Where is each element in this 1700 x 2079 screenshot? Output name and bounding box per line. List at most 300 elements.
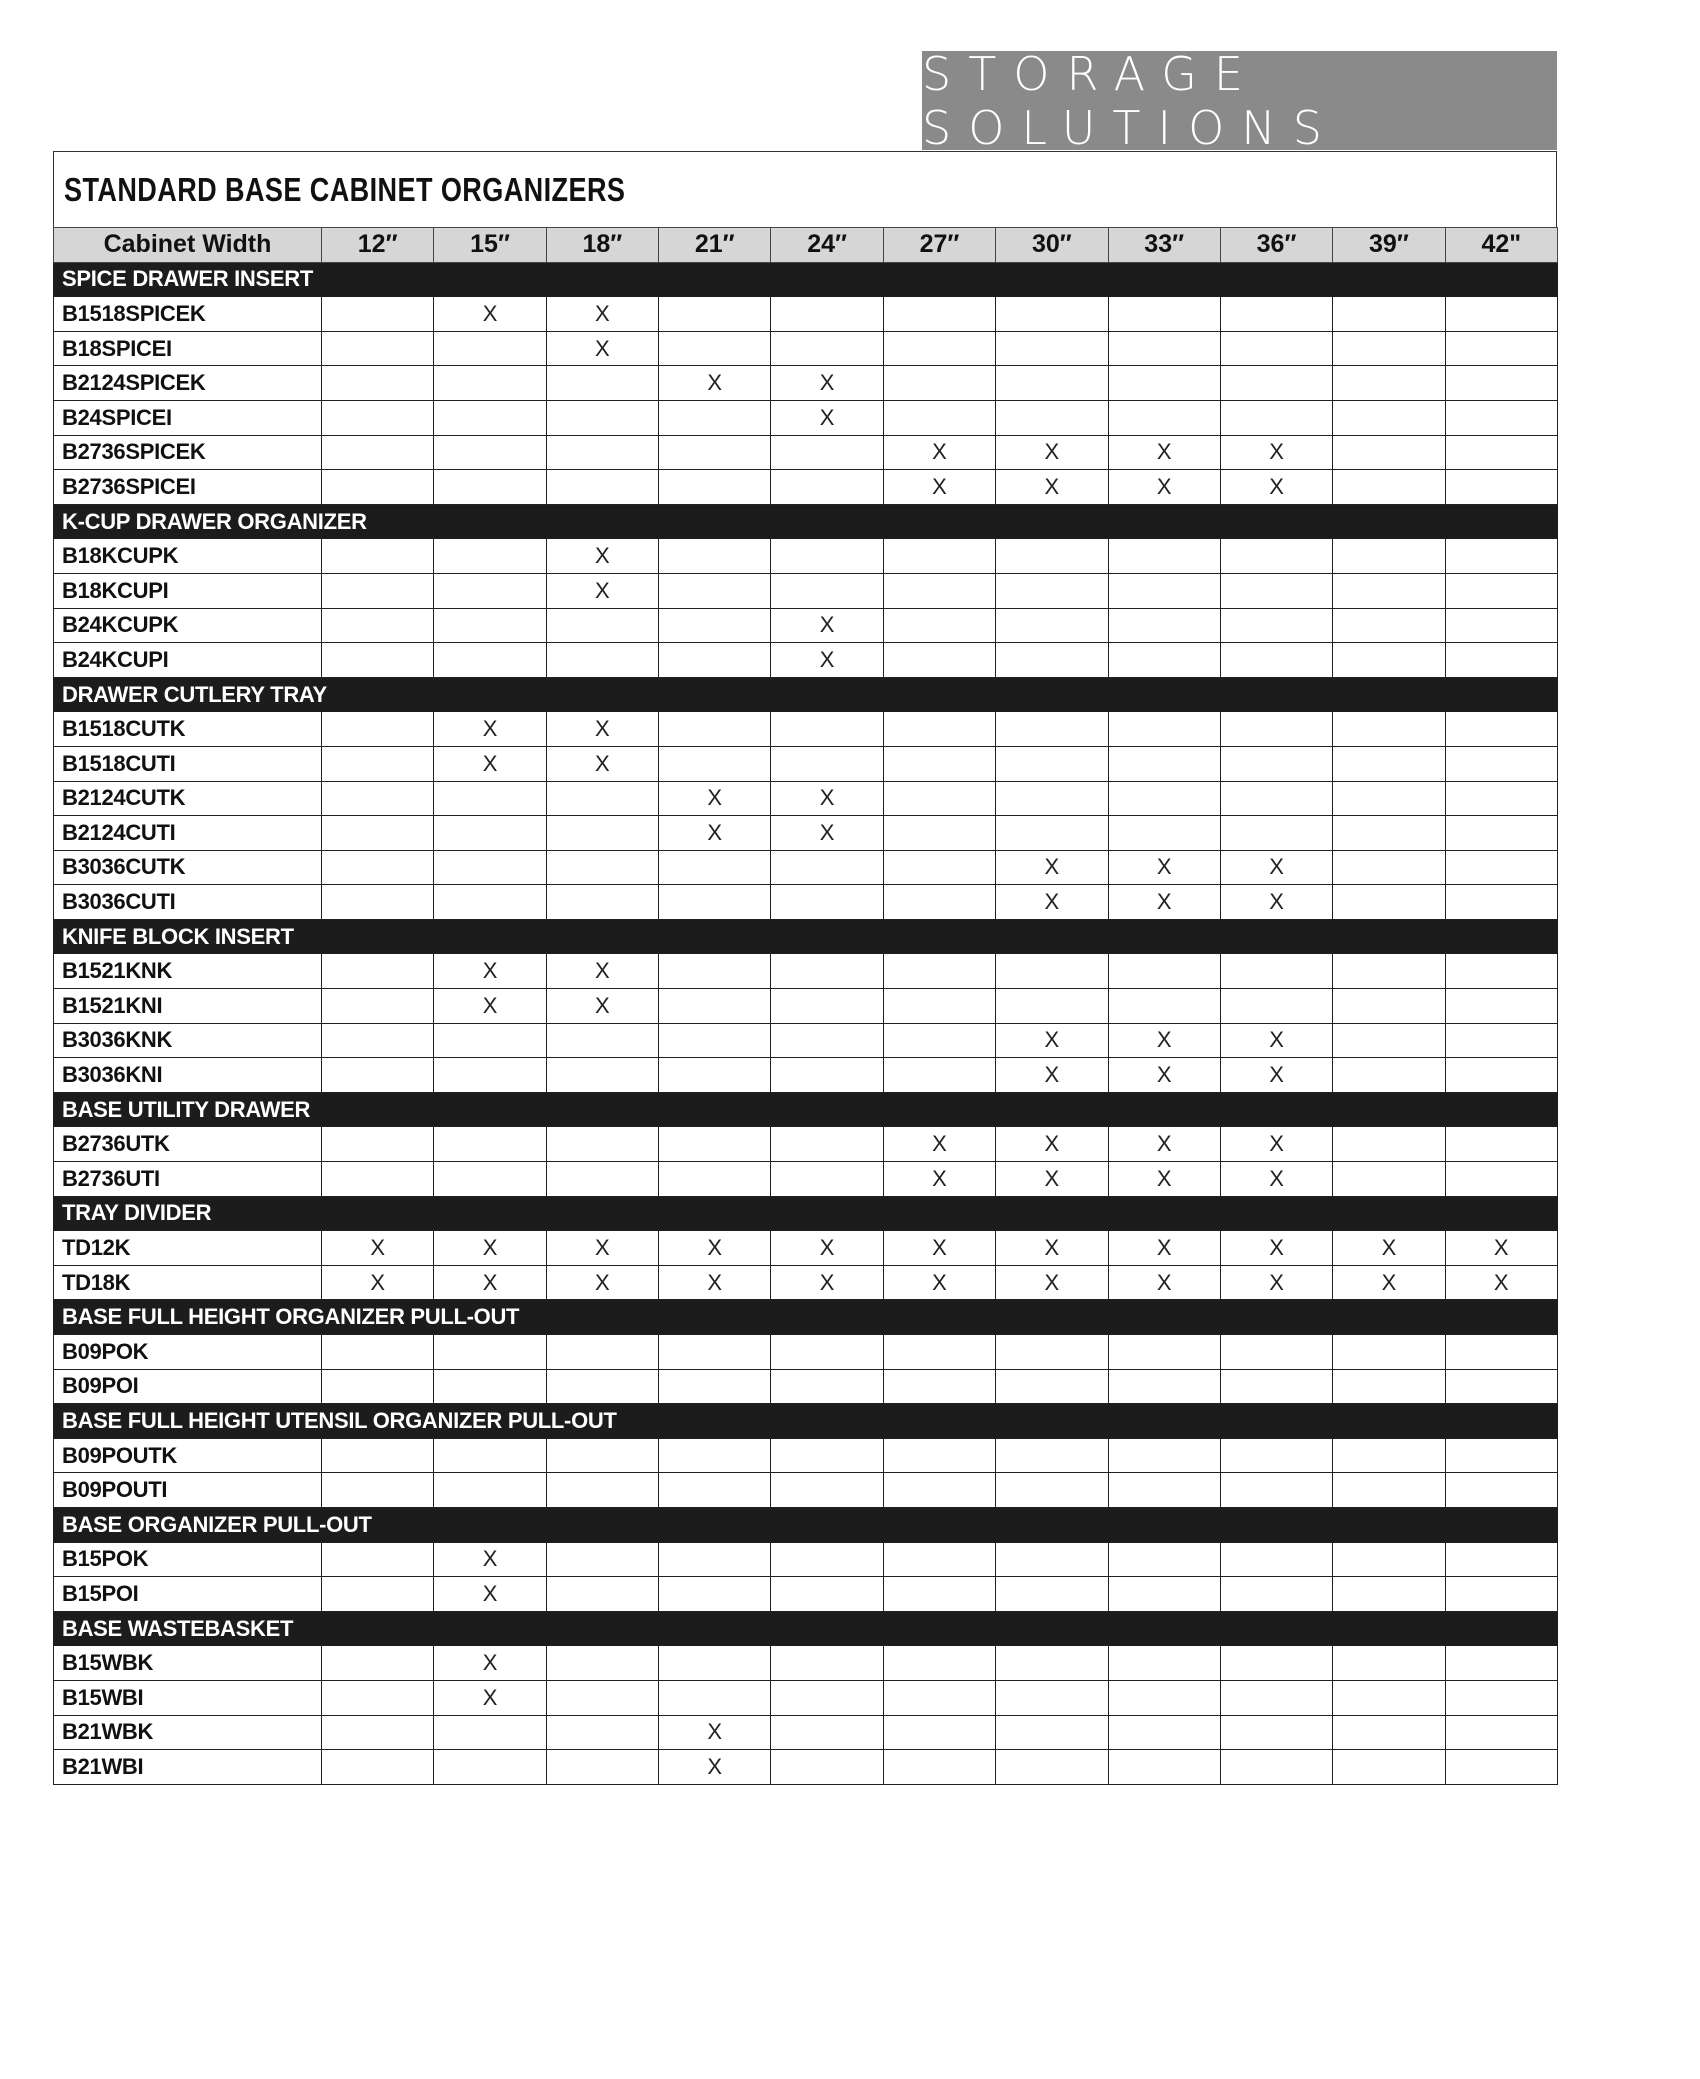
availability-mark: X (771, 400, 883, 435)
empty-cell (996, 1715, 1108, 1750)
empty-cell (1220, 1542, 1332, 1577)
empty-cell (659, 297, 771, 332)
empty-cell (1445, 366, 1557, 401)
empty-cell (1333, 1473, 1445, 1508)
empty-cell (1445, 816, 1557, 851)
empty-cell (434, 435, 546, 470)
empty-cell (996, 1335, 1108, 1370)
availability-mark: X (883, 1127, 995, 1162)
empty-cell (659, 746, 771, 781)
empty-cell (1333, 1542, 1445, 1577)
empty-cell (996, 746, 1108, 781)
empty-cell (1445, 1473, 1557, 1508)
empty-cell (1333, 989, 1445, 1024)
empty-cell (771, 885, 883, 920)
availability-mark: X (1108, 850, 1220, 885)
table-row (54, 1335, 1558, 1370)
empty-cell (546, 1127, 658, 1162)
empty-cell (996, 954, 1108, 989)
product-code: B09POK (54, 1335, 322, 1370)
empty-cell (434, 539, 546, 574)
empty-cell (546, 643, 658, 678)
empty-cell (1333, 1646, 1445, 1681)
empty-cell (1333, 712, 1445, 747)
table-row (54, 1750, 1558, 1785)
table-row (54, 850, 1558, 885)
availability-mark: X (546, 297, 658, 332)
empty-cell (996, 1646, 1108, 1681)
empty-cell (1108, 297, 1220, 332)
availability-mark: X (1333, 1231, 1445, 1266)
table-row (54, 989, 1558, 1024)
empty-cell (771, 297, 883, 332)
product-code: B18KCUPI (54, 573, 322, 608)
availability-mark: X (1108, 470, 1220, 505)
empty-cell (434, 1369, 546, 1404)
empty-cell (996, 539, 1108, 574)
empty-cell (996, 400, 1108, 435)
empty-cell (1445, 781, 1557, 816)
empty-cell (1333, 297, 1445, 332)
empty-cell (771, 954, 883, 989)
category-label: BASE UTILITY DRAWER (54, 1092, 1558, 1127)
empty-cell (1220, 366, 1332, 401)
empty-cell (1333, 1715, 1445, 1750)
empty-cell (659, 400, 771, 435)
product-code: B15POI (54, 1577, 322, 1612)
empty-cell (771, 435, 883, 470)
availability-mark: X (1108, 1023, 1220, 1058)
availability-mark: X (1108, 885, 1220, 920)
table-row (54, 1680, 1558, 1715)
empty-cell (1333, 1023, 1445, 1058)
empty-cell (883, 1369, 995, 1404)
availability-mark: X (434, 746, 546, 781)
empty-cell (1445, 297, 1557, 332)
empty-cell (322, 1473, 434, 1508)
table-row (54, 885, 1558, 920)
empty-cell (1445, 1577, 1557, 1612)
empty-cell (434, 781, 546, 816)
empty-cell (1445, 1127, 1557, 1162)
empty-cell (546, 435, 658, 470)
empty-cell (883, 643, 995, 678)
empty-cell (659, 1577, 771, 1612)
empty-cell (1220, 331, 1332, 366)
empty-cell (659, 885, 771, 920)
empty-cell (1108, 573, 1220, 608)
availability-mark: X (1220, 470, 1332, 505)
empty-cell (546, 400, 658, 435)
category-label: BASE FULL HEIGHT UTENSIL ORGANIZER PULL-OUT (54, 1404, 1558, 1439)
empty-cell (322, 1646, 434, 1681)
availability-mark: X (434, 712, 546, 747)
empty-cell (546, 1542, 658, 1577)
empty-cell (996, 712, 1108, 747)
empty-cell (546, 470, 658, 505)
empty-cell (322, 1680, 434, 1715)
availability-mark: X (434, 1265, 546, 1300)
empty-cell (1220, 1577, 1332, 1612)
empty-cell (771, 1680, 883, 1715)
availability-mark: X (771, 608, 883, 643)
empty-cell (322, 712, 434, 747)
table-row (54, 746, 1558, 781)
empty-cell (1333, 1438, 1445, 1473)
product-code: B2736SPICEK (54, 435, 322, 470)
availability-mark: X (1108, 435, 1220, 470)
category-row (54, 1404, 1558, 1439)
section-banner (922, 46, 1557, 155)
empty-cell (1333, 366, 1445, 401)
empty-cell (771, 1335, 883, 1370)
empty-cell (883, 608, 995, 643)
empty-cell (996, 816, 1108, 851)
empty-cell (883, 1023, 995, 1058)
category-label: K-CUP DRAWER ORGANIZER (54, 504, 1558, 539)
header-row (54, 228, 1558, 263)
category-label: DRAWER CUTLERY TRAY (54, 677, 1558, 712)
empty-cell (883, 573, 995, 608)
empty-cell (1220, 1646, 1332, 1681)
empty-cell (883, 297, 995, 332)
product-code: B2124SPICEK (54, 366, 322, 401)
empty-cell (1108, 954, 1220, 989)
table-row (54, 1438, 1558, 1473)
empty-cell (1333, 573, 1445, 608)
product-code: B1518CUTI (54, 746, 322, 781)
product-code: B2124CUTK (54, 781, 322, 816)
empty-cell (546, 1473, 658, 1508)
empty-cell (1333, 1127, 1445, 1162)
empty-cell (883, 1542, 995, 1577)
empty-cell (883, 1473, 995, 1508)
product-code: B1518CUTK (54, 712, 322, 747)
product-code: B09POI (54, 1369, 322, 1404)
empty-cell (1108, 1473, 1220, 1508)
availability-mark: X (1220, 1265, 1332, 1300)
empty-cell (434, 573, 546, 608)
empty-cell (1445, 470, 1557, 505)
availability-mark: X (996, 1162, 1108, 1197)
empty-cell (1108, 1646, 1220, 1681)
availability-mark: X (771, 816, 883, 851)
empty-cell (322, 297, 434, 332)
table-row (54, 781, 1558, 816)
empty-cell (1108, 816, 1220, 851)
availability-mark: X (996, 1127, 1108, 1162)
header-width: 15″ (434, 228, 546, 263)
empty-cell (883, 850, 995, 885)
empty-cell (771, 1577, 883, 1612)
empty-cell (1333, 816, 1445, 851)
table-row (54, 539, 1558, 574)
empty-cell (1220, 989, 1332, 1024)
empty-cell (434, 470, 546, 505)
availability-mark: X (1445, 1231, 1557, 1266)
availability-mark: X (1108, 1162, 1220, 1197)
empty-cell (771, 1369, 883, 1404)
empty-cell (996, 643, 1108, 678)
availability-mark: X (1445, 1265, 1557, 1300)
empty-cell (1220, 954, 1332, 989)
empty-cell (322, 573, 434, 608)
empty-cell (659, 1680, 771, 1715)
empty-cell (1445, 1646, 1557, 1681)
empty-cell (883, 1058, 995, 1093)
empty-cell (1220, 400, 1332, 435)
empty-cell (1220, 781, 1332, 816)
availability-mark: X (771, 1265, 883, 1300)
empty-cell (322, 608, 434, 643)
empty-cell (1220, 746, 1332, 781)
empty-cell (771, 539, 883, 574)
table-row (54, 331, 1558, 366)
empty-cell (883, 885, 995, 920)
empty-cell (659, 1438, 771, 1473)
empty-cell (659, 712, 771, 747)
empty-cell (322, 1369, 434, 1404)
empty-cell (1108, 781, 1220, 816)
empty-cell (546, 1438, 658, 1473)
empty-cell (1333, 781, 1445, 816)
empty-cell (1108, 400, 1220, 435)
category-row (54, 1092, 1558, 1127)
empty-cell (771, 1127, 883, 1162)
availability-mark: X (1220, 1162, 1332, 1197)
empty-cell (1445, 643, 1557, 678)
product-code: B15WBK (54, 1646, 322, 1681)
availability-mark: X (659, 1715, 771, 1750)
empty-cell (1108, 1715, 1220, 1750)
empty-cell (546, 1023, 658, 1058)
empty-cell (322, 746, 434, 781)
empty-cell (883, 1680, 995, 1715)
header-cabinet-width: Cabinet Width (54, 228, 322, 263)
empty-cell (546, 1715, 658, 1750)
availability-mark: X (771, 781, 883, 816)
empty-cell (1108, 331, 1220, 366)
header-width: 33″ (1108, 228, 1220, 263)
product-code: B15POK (54, 1542, 322, 1577)
availability-mark: X (546, 712, 658, 747)
empty-cell (1333, 400, 1445, 435)
empty-cell (1333, 885, 1445, 920)
empty-cell (322, 885, 434, 920)
empty-cell (996, 1680, 1108, 1715)
header-width: 18″ (546, 228, 658, 263)
empty-cell (1220, 1473, 1332, 1508)
table-row (54, 712, 1558, 747)
empty-cell (1220, 816, 1332, 851)
empty-cell (883, 781, 995, 816)
category-row (54, 1611, 1558, 1646)
table-row (54, 816, 1558, 851)
empty-cell (322, 1162, 434, 1197)
availability-mark: X (1108, 1058, 1220, 1093)
empty-cell (1445, 1335, 1557, 1370)
empty-cell (1108, 366, 1220, 401)
empty-cell (996, 1369, 1108, 1404)
empty-cell (771, 1750, 883, 1785)
empty-cell (1445, 1715, 1557, 1750)
product-code: B1521KNI (54, 989, 322, 1024)
empty-cell (434, 643, 546, 678)
category-row (54, 1196, 1558, 1231)
empty-cell (434, 1127, 546, 1162)
empty-cell (546, 850, 658, 885)
empty-cell (322, 1750, 434, 1785)
category-label: BASE ORGANIZER PULL-OUT (54, 1507, 1558, 1542)
empty-cell (1220, 643, 1332, 678)
empty-cell (434, 1335, 546, 1370)
empty-cell (1108, 643, 1220, 678)
empty-cell (1108, 989, 1220, 1024)
availability-mark: X (659, 366, 771, 401)
empty-cell (322, 954, 434, 989)
empty-cell (322, 1127, 434, 1162)
empty-cell (1108, 1750, 1220, 1785)
empty-cell (1333, 1335, 1445, 1370)
empty-cell (322, 1023, 434, 1058)
empty-cell (883, 1577, 995, 1612)
empty-cell (1108, 1369, 1220, 1404)
availability-mark: X (883, 435, 995, 470)
availability-mark: X (546, 331, 658, 366)
empty-cell (546, 608, 658, 643)
empty-cell (771, 1715, 883, 1750)
empty-cell (771, 989, 883, 1024)
empty-cell (1445, 1542, 1557, 1577)
availability-mark: X (322, 1265, 434, 1300)
empty-cell (1333, 1369, 1445, 1404)
empty-cell (546, 1335, 658, 1370)
empty-cell (322, 989, 434, 1024)
product-code: B2124CUTI (54, 816, 322, 851)
empty-cell (1445, 885, 1557, 920)
empty-cell (996, 989, 1108, 1024)
empty-cell (1445, 1162, 1557, 1197)
empty-cell (771, 1473, 883, 1508)
empty-cell (883, 1335, 995, 1370)
availability-mark: X (996, 1023, 1108, 1058)
empty-cell (1445, 400, 1557, 435)
empty-cell (322, 816, 434, 851)
availability-mark: X (659, 781, 771, 816)
empty-cell (1445, 1680, 1557, 1715)
availability-mark: X (996, 435, 1108, 470)
empty-cell (771, 573, 883, 608)
header-width: 27″ (883, 228, 995, 263)
empty-cell (322, 1335, 434, 1370)
header-width: 36″ (1220, 228, 1332, 263)
empty-cell (322, 1438, 434, 1473)
banner-text: STORAGE SOLUTIONS (922, 46, 1339, 155)
empty-cell (546, 885, 658, 920)
empty-cell (659, 1162, 771, 1197)
empty-cell (322, 1577, 434, 1612)
availability-mark: X (546, 1265, 658, 1300)
empty-cell (883, 331, 995, 366)
category-label: BASE WASTEBASKET (54, 1611, 1558, 1646)
empty-cell (996, 781, 1108, 816)
category-row (54, 677, 1558, 712)
empty-cell (1333, 435, 1445, 470)
table-row (54, 1369, 1558, 1404)
availability-mark: X (996, 885, 1108, 920)
empty-cell (322, 1542, 434, 1577)
empty-cell (996, 1542, 1108, 1577)
empty-cell (771, 850, 883, 885)
product-code: B3036KNI (54, 1058, 322, 1093)
empty-cell (1333, 1750, 1445, 1785)
empty-cell (1333, 470, 1445, 505)
product-code: B09POUTK (54, 1438, 322, 1473)
empty-cell (546, 1577, 658, 1612)
empty-cell (883, 1750, 995, 1785)
availability-mark: X (1220, 1023, 1332, 1058)
availability-mark: X (771, 1231, 883, 1266)
empty-cell (1445, 1369, 1557, 1404)
empty-cell (1445, 712, 1557, 747)
product-code: B1518SPICEK (54, 297, 322, 332)
empty-cell (1108, 1577, 1220, 1612)
empty-cell (546, 366, 658, 401)
empty-cell (1445, 1750, 1557, 1785)
empty-cell (1445, 435, 1557, 470)
product-code: B3036KNK (54, 1023, 322, 1058)
table-row (54, 470, 1558, 505)
table-row (54, 1058, 1558, 1093)
category-label: BASE FULL HEIGHT ORGANIZER PULL-OUT (54, 1300, 1558, 1335)
table-row (54, 608, 1558, 643)
empty-cell (1333, 1680, 1445, 1715)
table-row (54, 1127, 1558, 1162)
product-code: B1521KNK (54, 954, 322, 989)
table-row (54, 1265, 1558, 1300)
category-label: SPICE DRAWER INSERT (54, 262, 1558, 297)
empty-cell (1445, 1058, 1557, 1093)
empty-cell (883, 1438, 995, 1473)
empty-cell (434, 1438, 546, 1473)
empty-cell (771, 1058, 883, 1093)
availability-mark: X (1220, 850, 1332, 885)
empty-cell (659, 989, 771, 1024)
table-row (54, 643, 1558, 678)
empty-cell (659, 608, 771, 643)
empty-cell (1333, 1162, 1445, 1197)
empty-cell (546, 1646, 658, 1681)
empty-cell (1333, 850, 1445, 885)
empty-cell (434, 885, 546, 920)
empty-cell (659, 1023, 771, 1058)
availability-mark: X (1220, 885, 1332, 920)
empty-cell (1108, 712, 1220, 747)
table-row (54, 573, 1558, 608)
table-row (54, 297, 1558, 332)
empty-cell (1220, 1369, 1332, 1404)
availability-mark: X (659, 1265, 771, 1300)
availability-mark: X (1220, 435, 1332, 470)
empty-cell (659, 850, 771, 885)
empty-cell (996, 1438, 1108, 1473)
table-row (54, 1162, 1558, 1197)
availability-mark: X (322, 1231, 434, 1266)
header-width: 21″ (659, 228, 771, 263)
empty-cell (1333, 954, 1445, 989)
empty-cell (1445, 1023, 1557, 1058)
table-row (54, 435, 1558, 470)
